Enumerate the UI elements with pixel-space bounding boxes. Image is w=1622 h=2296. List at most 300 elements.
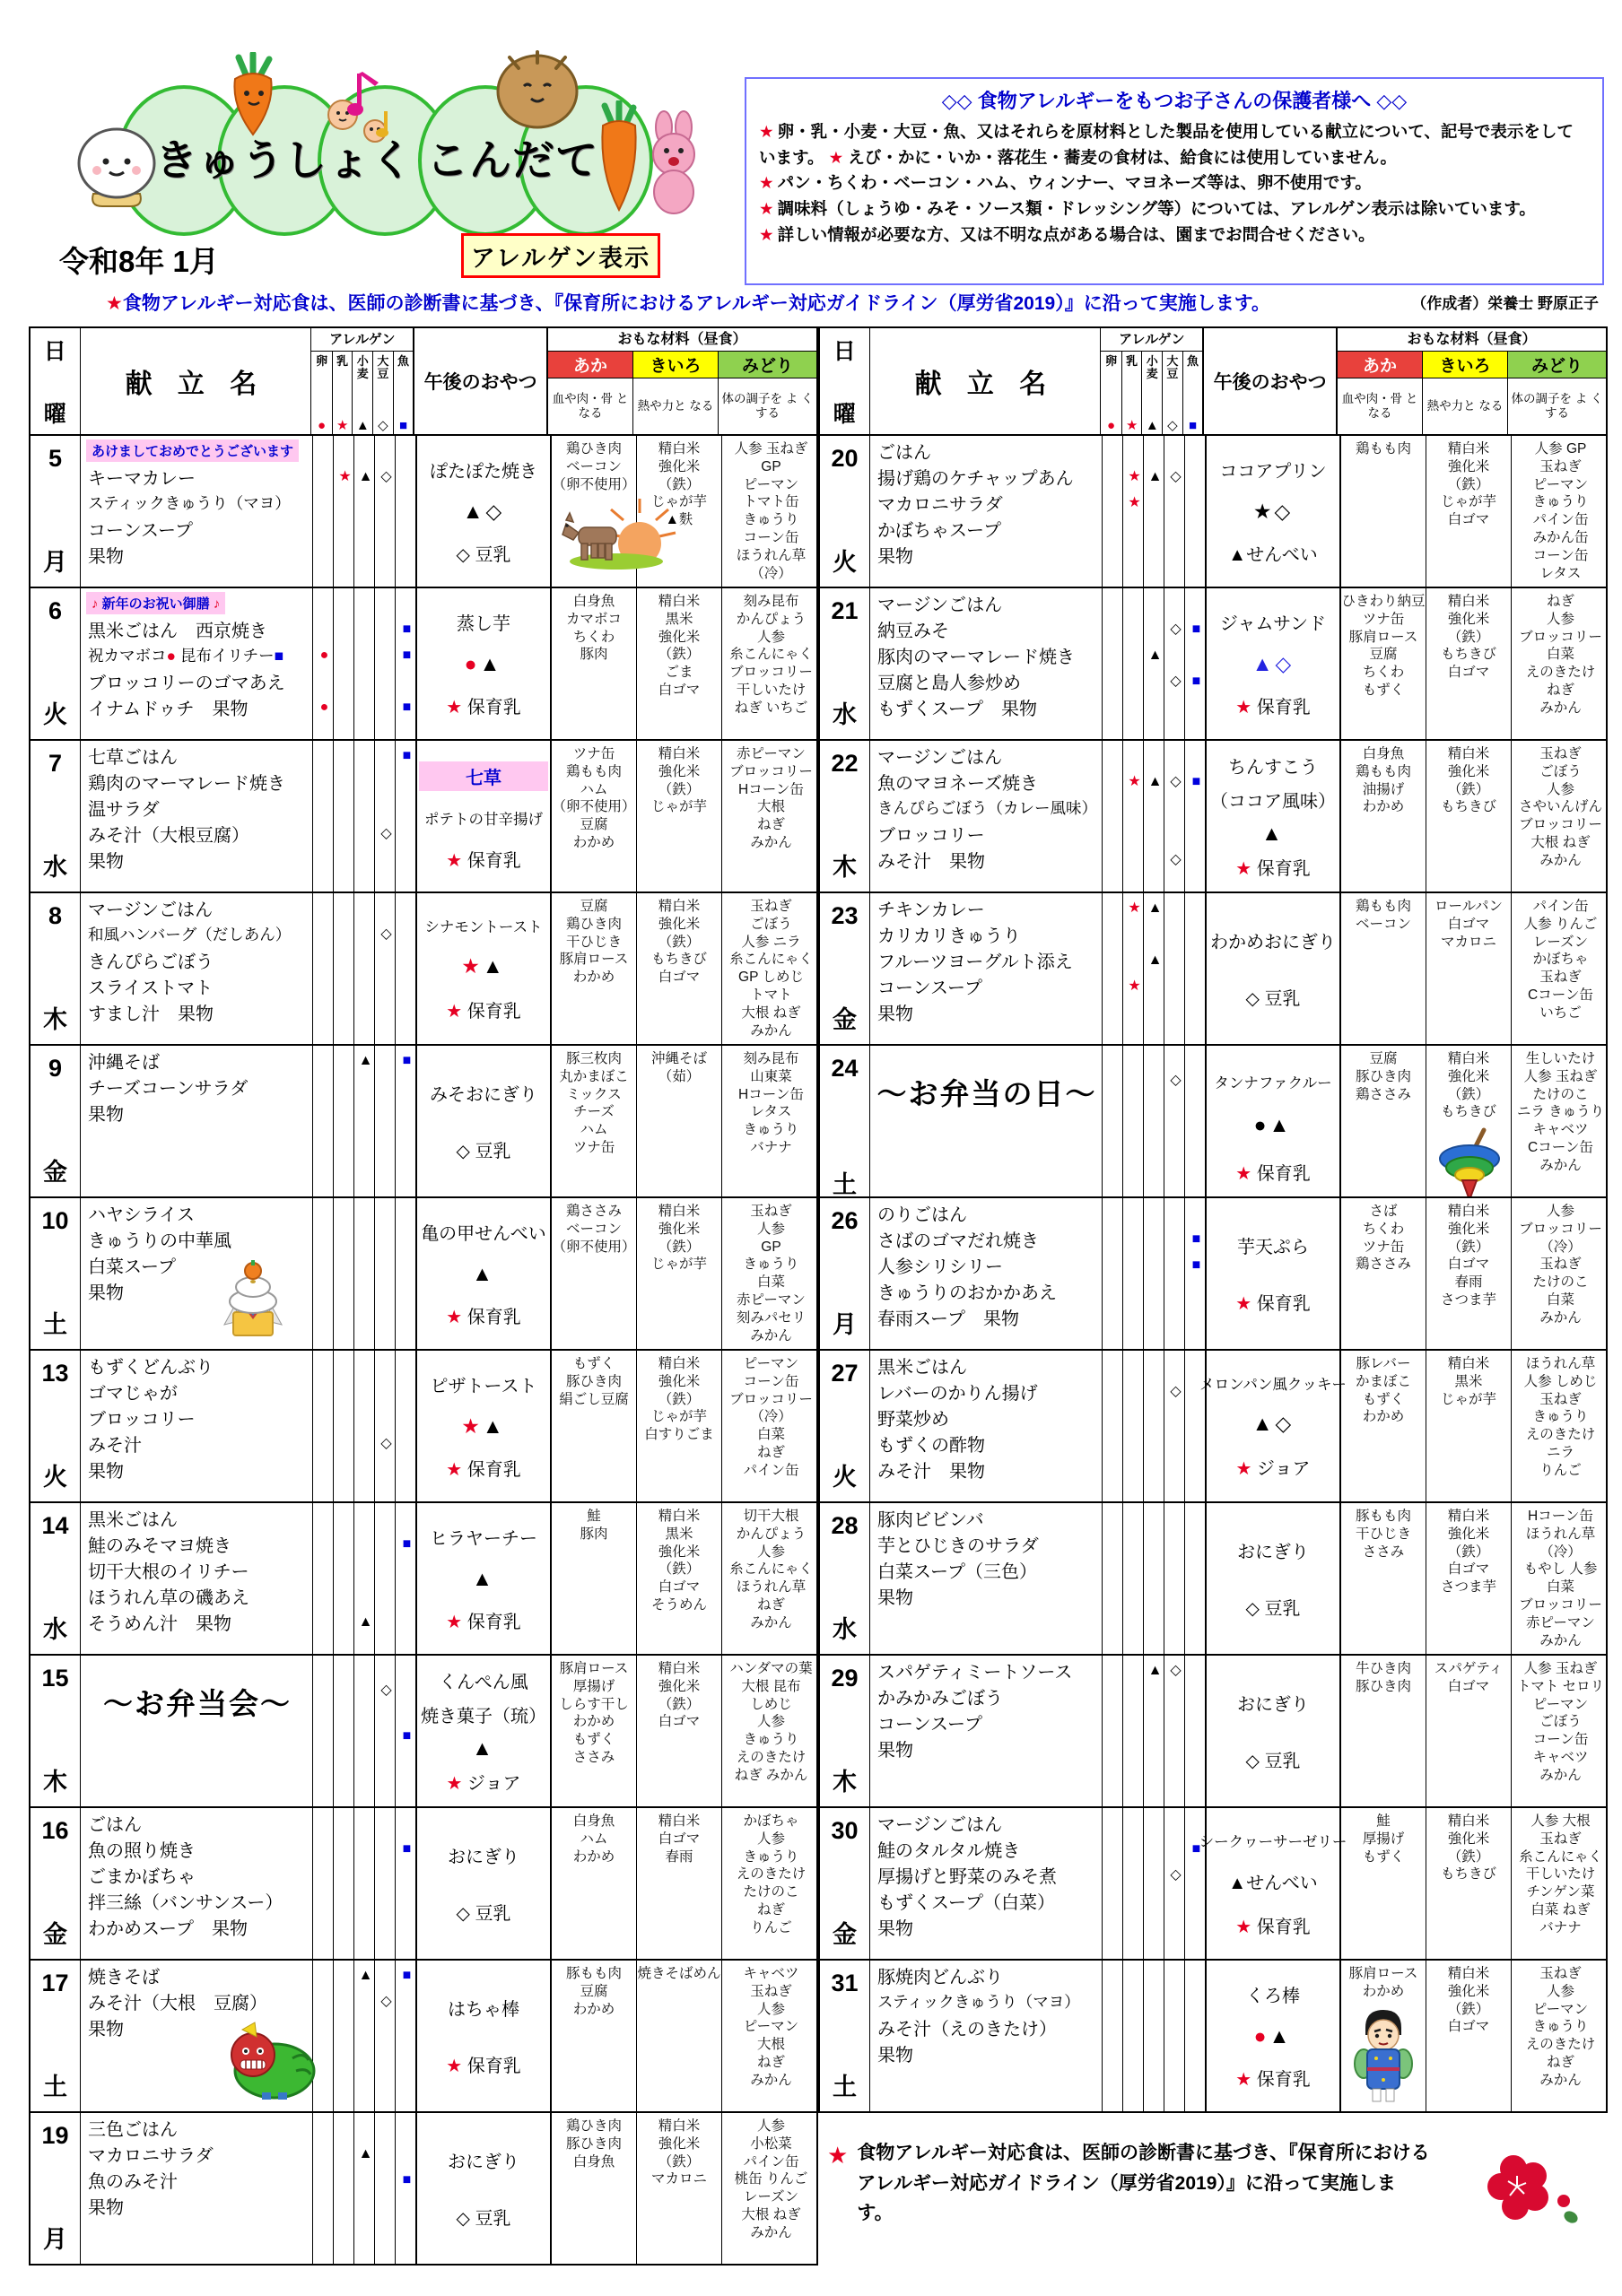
snack-line: ◇ 豆乳 — [456, 1142, 511, 1161]
ingredients-green: Hコーン缶 ほうれん草 （冷） もやし 人参 白菜 ブロッコリー 赤ピーマン みかん — [1519, 1509, 1602, 1648]
ingredients-green: ハンダマの葉 大根 昆布 しめじ 人参 きゅうり えのきたけ ねぎ みかん — [729, 1661, 813, 1783]
allergen-mark-fish: ■ — [402, 647, 412, 663]
snack-line: ぽたぽた焼き — [430, 461, 537, 482]
menu-item: ごはん — [877, 443, 931, 463]
snack-line: ★▲ — [461, 954, 506, 978]
menu-item: チーズコーンサラダ — [88, 1079, 249, 1099]
header-afternoon-snack: 午後のおやつ — [414, 328, 548, 434]
menu-item: スパゲティミートソース — [877, 1663, 1073, 1683]
day-number: 29 — [831, 1665, 859, 1692]
day-cell — [31, 2113, 81, 2264]
menu-item: 豚焼肉どんぶり — [877, 1968, 1003, 1987]
allergen-mark-soy: ◇ — [380, 1682, 392, 1698]
ingredients-red: 鶏もも肉 ベーコン — [1341, 893, 1426, 1044]
page-title: きゅうしょく こんだて — [154, 136, 599, 184]
ingredients-red: ひきわり納豆 ツナ缶 豚肩ロース 豆腐 ちくわ もずく — [1341, 588, 1426, 739]
allergen-mark-fish: ■ — [1191, 773, 1201, 789]
menu-and-allergen-cell — [81, 893, 417, 1044]
ingredients-red: 豆腐 豚ひき肉 鶏ささみ — [1341, 1046, 1426, 1196]
menu-and-allergen-cell — [870, 1046, 1207, 1196]
snack-line: ★ 保育乳 — [1235, 1294, 1311, 1314]
allergen-grid — [312, 436, 415, 587]
menu-day-row — [820, 1349, 1606, 1501]
snack-line: ★ 保育乳 — [446, 850, 521, 871]
day-cell — [31, 588, 81, 739]
allergen-mark-milk: ★ — [1128, 494, 1141, 510]
menu-item: 鶏肉のマーマレード焼き — [88, 774, 285, 794]
menu-and-allergen-cell — [81, 588, 417, 739]
table-column-left — [29, 326, 818, 2266]
allergen-column-milk: 乳 ★ — [332, 352, 353, 434]
ingredients-yellow: 精白米 黒米 強化米 （鉄） 白ゴマ そうめん — [637, 1503, 722, 1654]
ingredients-red: 豚レバー かまぼこ もずく わかめ — [1341, 1351, 1426, 1501]
menu-item: 魚の照り焼き — [88, 1841, 196, 1861]
menu-and-allergen-cell — [870, 1808, 1207, 1959]
table-header — [31, 328, 816, 434]
snack-line: ★ ジョア — [1235, 1459, 1311, 1479]
day-number: 6 — [48, 597, 63, 624]
snack-line: ▲せんべい — [1228, 545, 1318, 566]
header-group-desc-yellow: 熱や力と なる — [633, 378, 719, 434]
day-cell — [820, 893, 870, 1044]
samurai-doll-illustration — [1351, 2005, 1416, 2110]
menu-item: きんぴらごぼう — [88, 952, 214, 972]
weekday: 水 — [43, 854, 67, 881]
allergen-mark-wheat: ▲ — [1147, 647, 1163, 663]
allergen-mark-soy: ◇ — [1170, 851, 1182, 867]
menu-banner: あけましておめでとうございます — [86, 439, 299, 462]
menu-item: 果物 — [877, 1004, 913, 1024]
ingredients-green: 生しいたけ 人参 玉ねぎ たけのこ ニラ きゅうり キャベツ Cコーン缶 みかん — [1516, 1051, 1605, 1173]
weekday: 水 — [833, 701, 857, 728]
menu-item: かぼちゃスープ — [877, 521, 1001, 541]
menu-day-row — [31, 587, 816, 739]
menu-item: 野菜炒め — [877, 1410, 949, 1430]
weekday: 火 — [43, 701, 67, 728]
header-group-desc-yellow: 熱や力と なる — [1423, 378, 1508, 434]
menu-item: ブロッコリー — [88, 1410, 196, 1430]
menu-item: 拌三絲（バンサンスー） — [88, 1893, 283, 1913]
ingredients-yellow: スパゲティ 白ゴマ — [1426, 1656, 1512, 1806]
menu-item: もずくスープ（白菜） — [877, 1893, 1055, 1913]
day-number: 22 — [831, 750, 859, 777]
ingredients-yellow: 精白米 黒米 じゃが芋 — [1426, 1351, 1512, 1501]
menu-day-row — [820, 1806, 1606, 1959]
weekday: 土 — [833, 2074, 857, 2100]
menu-item: 焼きそば — [88, 1968, 160, 1987]
snack-cell — [417, 1808, 552, 1959]
menu-item: 白菜スープ（三色） — [877, 1562, 1037, 1582]
menu-item: のりごはん — [877, 1205, 967, 1225]
ingredients-green: 切干大根 かんぴょう 人参 糸こんにゃく ほうれん草 ねぎ みかん — [729, 1509, 813, 1631]
allergen-grid — [312, 2113, 415, 2264]
menu-item: 黒米ごはん 西京焼き — [88, 622, 267, 641]
snack-line: 焼き菓子（琉） — [421, 1707, 546, 1727]
menu-day-row — [31, 2111, 816, 2264]
ingredients-green: 人参 ブロッコリー （冷） 玉ねぎ たけのこ 白菜 みかん — [1519, 1204, 1602, 1326]
note-star-icon: ★ — [827, 2142, 849, 2169]
menu-item: コーンスープ — [88, 521, 193, 541]
allergen-mark-fish: ■ — [1191, 1840, 1201, 1857]
menu-item: 揚げ鶏のケチャップあん — [877, 469, 1074, 489]
snack-cell — [417, 741, 552, 891]
ingredients-red: 白身魚 ハム わかめ — [552, 1808, 637, 1959]
menu-and-allergen-cell — [870, 588, 1207, 739]
day-cell — [820, 741, 870, 891]
allergen-mark-soy: ◇ — [380, 825, 392, 841]
allergen-mark-fish: ■ — [1191, 1231, 1201, 1247]
allergen-mark-fish: ■ — [402, 1727, 412, 1744]
menu-item: 切干大根のイリチー — [88, 1562, 249, 1582]
weekday: 木 — [43, 1006, 67, 1033]
ingredients-green: かぼちゃ 人参 きゅうり えのきたけ たけのこ ねぎ りんご — [736, 1813, 807, 1935]
day-number: 16 — [41, 1817, 69, 1844]
header-menu-name: 献 立 名 — [870, 328, 1102, 434]
day-cell — [31, 741, 81, 891]
menu-item: 魚のマヨネーズ焼き — [877, 774, 1038, 794]
snack-line: おにぎり — [448, 2152, 519, 2172]
menu-item: スライストマト — [88, 978, 214, 998]
snack-line: 芋天ぷら — [1237, 1238, 1309, 1257]
menu-item: 祝カマボコ● 昆布イリチー■ — [88, 647, 284, 665]
menu-item: ～お弁当会～ — [103, 1687, 292, 1720]
menu-item: コーンスープ — [877, 1715, 982, 1735]
menu-item: 豚肉ビビンバ — [877, 1510, 984, 1530]
menu-and-allergen-cell — [870, 893, 1207, 1044]
menu-item: チキンカレー — [877, 900, 985, 920]
snack-line: ピザトースト — [430, 1376, 537, 1396]
shisa-illustration — [215, 2019, 319, 2106]
ingredients-green: 赤ピーマン ブロッコリー Hコーン缶 大根 ねぎ みかん — [729, 746, 813, 851]
menu-and-allergen-cell — [81, 1808, 417, 1959]
day-cell — [820, 588, 870, 739]
snack-line: ★ ジョア — [446, 1773, 521, 1794]
snack-cell — [417, 1351, 552, 1501]
spinning-top-illustration — [1426, 1125, 1513, 1196]
parent-notice-box — [745, 77, 1604, 285]
snack-line: ▲◇ — [1251, 651, 1295, 675]
snack-cell — [1207, 1503, 1341, 1654]
ingredients-red: 白身魚 鶏もも肉 油揚げ わかめ — [1341, 741, 1426, 891]
snack-cell — [1207, 588, 1341, 739]
notice-line: ★ 調味料（しょうゆ・みそ・ソース類・ドレッシング等）については、アレルゲン表示は除いています。 — [759, 199, 1536, 219]
menu-item: 果物 — [877, 1741, 913, 1761]
ingredients-red: ツナ缶 鶏もも肉 ハム （卵不使用） 豆腐 わかめ — [552, 741, 637, 891]
snack-line: 蒸し芋 — [457, 613, 510, 634]
menu-item: 白菜スープ — [88, 1257, 176, 1277]
snack-cell — [417, 893, 552, 1044]
day-cell — [31, 1961, 81, 2111]
menu-day-row — [31, 1196, 816, 1349]
header-group-desc-green: 体の調子を よ くする — [721, 391, 814, 420]
menu-and-allergen-cell — [81, 1656, 417, 1806]
menu-item: 人参シリシリー — [877, 1257, 1003, 1277]
menu-item: スティックきゅうり（マヨ） — [88, 494, 291, 512]
notice-lines — [759, 119, 1590, 248]
ingredients-green: 玉ねぎ ごぼう 人参 ニラ 糸こんにゃく GP しめじ トマト 大根 ねぎ みかん — [729, 899, 813, 1039]
snack-line: ★ 保育乳 — [1235, 1917, 1311, 1937]
table-header — [820, 328, 1606, 434]
allergen-mark-soy: ◇ — [1170, 621, 1182, 637]
snack-line: ▲ — [472, 1735, 495, 1760]
snack-line: ★ 保育乳 — [1235, 1163, 1311, 1184]
snack-line: ★ 保育乳 — [446, 698, 521, 718]
day-number: 24 — [831, 1055, 859, 1082]
ingredients-green: ピーマン コーン缶 ブロッコリー （冷） 白菜 ねぎ パイン缶 — [729, 1356, 813, 1478]
day-number: 7 — [48, 750, 63, 777]
day-cell — [31, 436, 81, 587]
menu-day-row — [31, 1349, 816, 1501]
allergen-grid — [312, 588, 415, 739]
menu-day-row — [31, 891, 816, 1044]
ingredients-green: 人参 GP 玉ねぎ ピーマン きゅうり パイン缶 みかん缶 コーン缶 レタス — [1532, 441, 1589, 581]
allergen-grid — [312, 1351, 415, 1501]
snack-cell — [1207, 1198, 1341, 1349]
ingredients-green: 人参 玉ねぎ GP ピーマン トマト缶 きゅうり コーン缶 ほうれん草 （冷） — [734, 441, 808, 581]
menu-item: 納豆みそ — [877, 622, 949, 641]
weekday: 金 — [833, 1921, 857, 1948]
menu-item: みそ汁（大根豆腐） — [88, 826, 249, 846]
snack-line: くろ棒 — [1246, 1986, 1300, 2006]
day-number: 27 — [831, 1360, 859, 1387]
header-group-green: みどり — [719, 352, 816, 378]
day-number: 20 — [831, 445, 859, 472]
header-menu-name: 献 立 名 — [81, 328, 312, 434]
note-text: 食物アレルギー対応食は、医師の診断書に基づき、『保育所におけるアレルギー対応ガイドライン（厚労省2019）』に沿って実施します。 — [857, 2143, 1430, 2224]
ingredients-yellow: 精白米 黒米 強化米 （鉄） ごま 白ゴマ — [637, 588, 722, 739]
menu-item: もずくの酢物 — [877, 1436, 985, 1456]
ingredients-yellow: 焼きそばめん — [637, 1961, 722, 2111]
allergen-column-soy: 大 豆 ◇ — [1162, 352, 1182, 434]
menu-item: きゅうりの中華風 — [88, 1231, 231, 1251]
ingredients-green: 人参 小松菜 パイン缶 桃缶 りんご レーズン 大根 ねぎ みかん — [734, 2118, 808, 2240]
ingredients-yellow: 精白米 強化米 （鉄） じゃが芋 — [637, 1198, 722, 1349]
allergen-grid — [1102, 741, 1205, 891]
ingredients-red: 鮭 厚揚げ もずく — [1341, 1808, 1426, 1959]
menu-item: さばのゴマだれ焼き — [877, 1231, 1039, 1251]
snack-line: ●▲ — [1253, 2023, 1293, 2048]
allergen-mark-wheat: ▲ — [1147, 952, 1163, 968]
ingredients-yellow: 精白米 強化米 （鉄） じゃが芋 — [637, 741, 722, 891]
menu-item: みそ汁（えのきたけ） — [877, 2020, 1057, 2039]
allergen-display-box: アレルゲン表示 — [461, 233, 660, 278]
allergen-mark-fish: ■ — [402, 699, 412, 715]
menu-item: 温サラダ — [88, 800, 160, 820]
menu-day-row — [820, 1959, 1606, 2111]
weekday: 土 — [43, 1311, 67, 1338]
day-number: 13 — [41, 1360, 69, 1387]
table-column-right — [818, 326, 1608, 2266]
menu-day-row — [31, 1501, 816, 1654]
allergen-column-wheat: 小 麦 ▲ — [1141, 352, 1162, 434]
menu-day-row — [31, 739, 816, 891]
ingredients-red: 牛ひき肉 豚ひき肉 — [1341, 1656, 1426, 1806]
menu-item: 果物 — [88, 852, 124, 872]
allergen-mark-wheat: ▲ — [1147, 900, 1163, 916]
day-number: 17 — [41, 1970, 69, 1996]
allergen-grid — [312, 893, 415, 1044]
snack-line: ポテトの甘辛揚げ — [424, 812, 543, 828]
day-cell — [820, 1961, 870, 2111]
allergen-grid — [312, 1198, 415, 1349]
snack-line: おにぎり — [1237, 1695, 1309, 1715]
snack-line: ★ 保育乳 — [446, 2057, 521, 2076]
ingredients-green: キャベツ 玉ねぎ 人参 ピーマン 大根 ねぎ みかん — [743, 1966, 799, 2088]
allergen-mark-soy: ◇ — [380, 1993, 392, 2009]
menu-banner: ♪ 新年のお祝い御膳 ♪ — [86, 592, 225, 614]
allergen-mark-fish: ■ — [402, 2171, 412, 2187]
allergen-mark-fish: ■ — [402, 1967, 412, 1983]
weekday: 木 — [833, 854, 857, 881]
header-group-desc-red: 血や肉・骨 となる — [548, 378, 633, 434]
menu-item: かみかみごぼう — [877, 1689, 1003, 1709]
day-number: 15 — [41, 1665, 69, 1692]
allergen-column-fish: 魚 ■ — [1182, 352, 1203, 434]
menu-day-row — [820, 1044, 1606, 1196]
snack-line: ◇ 豆乳 — [456, 545, 511, 566]
allergen-mark-soy: ◇ — [1170, 1072, 1182, 1088]
allergen-mark-fish: ■ — [1191, 1257, 1201, 1273]
day-number: 8 — [48, 902, 63, 929]
weekday: 水 — [43, 1616, 67, 1643]
menu-day-row — [31, 1654, 816, 1806]
snack-line: ヒラヤーチー — [430, 1528, 537, 1549]
header-main-ingredients: おもな材料（昼食） あか きいろ みどり 血や肉・骨 となる 熱や力と なる 体の調子を よ くする — [1338, 328, 1606, 434]
menu-item: 黒米ごはん — [877, 1358, 967, 1378]
ingredients-red: 鶏ひき肉 ベーコン （卵不使用） — [552, 436, 637, 587]
allergen-mark-wheat: ▲ — [358, 1613, 373, 1630]
allergen-mark-wheat: ▲ — [358, 2145, 373, 2161]
weekday: 水 — [833, 1616, 857, 1643]
allergen-mark-milk: ★ — [1128, 468, 1141, 484]
allergen-mark-wheat: ▲ — [358, 1052, 373, 1068]
snack-cell — [417, 2113, 552, 2264]
weekday: 土 — [833, 1171, 857, 1196]
ingredients-yellow: 精白米 強化米 （鉄） もちきび — [1426, 1046, 1512, 1196]
ingredients-yellow: 精白米 強化米 （鉄） じゃが芋 白すりごま — [637, 1351, 722, 1501]
snack-line: ◇ 豆乳 — [1245, 1599, 1301, 1619]
allergen-grid — [1102, 1656, 1205, 1806]
ingredients-green: ねぎ 人参 ブロッコリー 白菜 えのきたけ ねぎ みかん — [1519, 594, 1602, 716]
day-cell — [31, 893, 81, 1044]
snack-line: わかめおにぎり — [1210, 933, 1336, 952]
menu-item: もずくスープ 果物 — [877, 700, 1037, 719]
menu-table-second-half — [818, 326, 1608, 2113]
ingredients-green: 刻み昆布 山東菜 Hコーン缶 レタス きゅうり バナナ — [738, 1051, 804, 1156]
menu-item: わかめスープ 果物 — [88, 1919, 248, 1939]
menu-and-allergen-cell — [81, 1961, 417, 2111]
notice-heading: ◇◇ 食物アレルギーをもつお子さんの保護者様へ ◇◇ — [941, 90, 1408, 112]
menu-and-allergen-cell — [81, 436, 417, 587]
ingredients-yellow: 沖縄そば （茹） — [637, 1046, 722, 1196]
menu-item: きゅうりのおかかあえ — [877, 1283, 1057, 1303]
ingredients-red: 豆腐 鶏ひき肉 干ひじき 豚肩ロース わかめ — [552, 893, 637, 1044]
guideline-text: ★食物アレルギー対応食は、医師の診断書に基づき、『保育所におけるアレルギー対応ガイドライン（厚労省2019）』に沿って実施します。 — [106, 293, 1271, 314]
header-group-desc-red: 血や肉・骨 となる — [1338, 378, 1423, 434]
day-cell — [820, 1351, 870, 1501]
snack-line: シナモントースト — [424, 919, 543, 935]
allergen-mark-wheat: ▲ — [1147, 773, 1163, 789]
allergen-mark-wheat: ▲ — [358, 1967, 373, 1983]
allergen-column-wheat: 小 麦 ▲ — [352, 352, 372, 434]
menu-item: 果物 — [877, 2046, 913, 2066]
snack-line: タンナファクルー — [1214, 1074, 1332, 1091]
menu-item: 黒米ごはん — [88, 1510, 178, 1530]
ingredients-red: 白身魚 カマボコ ちくわ 豚肉 — [552, 588, 637, 739]
menu-item: 鮭のみそマヨ焼き — [88, 1536, 231, 1556]
menu-item: ～お弁当の日～ — [876, 1077, 1097, 1110]
ingredients-yellow: 精白米 強化米 （鉄） もちきび — [1426, 1808, 1512, 1959]
weekday: 木 — [43, 1769, 67, 1796]
snack-line: みそおにぎり — [430, 1085, 537, 1105]
ingredients-yellow: 精白米 強化米 （鉄） 白ゴマ 春雨 さつま芋 — [1426, 1198, 1512, 1349]
weekday: 月 — [833, 1311, 857, 1338]
allergen-mark-fish: ■ — [402, 747, 412, 763]
snack-line: ▲ — [472, 1566, 495, 1590]
snack-cell — [417, 436, 552, 587]
allergen-grid — [1102, 1808, 1205, 1959]
allergen-column-fish: 魚 ■ — [393, 352, 414, 434]
menu-item: みそ汁（大根 豆腐） — [88, 1994, 267, 2013]
menu-item: マージンごはん — [877, 748, 1003, 768]
snack-cell — [1199, 1808, 1347, 1959]
menu-item: そうめん汁 果物 — [88, 1614, 231, 1634]
snack-line: ★ 保育乳 — [446, 1308, 521, 1328]
snack-line: ▲◇ — [1251, 1412, 1295, 1435]
menu-item: ブロッコリー — [877, 826, 985, 846]
menu-and-allergen-cell — [81, 1198, 417, 1349]
menu-and-allergen-cell — [870, 1351, 1207, 1501]
menu-item: 果物 — [88, 547, 124, 567]
allergen-grid — [1102, 1351, 1205, 1501]
menu-day-row — [820, 739, 1606, 891]
menu-day-row — [820, 434, 1606, 587]
menu-day-row — [31, 1044, 816, 1196]
menu-day-row — [820, 1654, 1606, 1806]
header-day-weekday: 日 曜 — [31, 328, 81, 434]
allergen-mark-milk: ★ — [1128, 773, 1141, 789]
snack-line: ★ 保育乳 — [1235, 858, 1311, 879]
weekday: 木 — [833, 1769, 857, 1796]
ingredients-red: もずく 豚ひき肉 絹ごし豆腐 — [552, 1351, 637, 1501]
snack-line: ★ 保育乳 — [446, 1002, 521, 1022]
snack-cell — [1199, 1351, 1347, 1501]
allergen-column-milk: 乳 ★ — [1121, 352, 1142, 434]
ingredients-yellow: 精白米 白ゴマ 春雨 — [637, 1808, 722, 1959]
menu-table-first-half — [29, 326, 818, 2266]
menu-item: コーンスープ — [877, 978, 982, 998]
menu-item: 厚揚げと野菜のみそ煮 — [877, 1867, 1057, 1887]
menu-and-allergen-cell — [870, 1656, 1207, 1806]
day-number: 19 — [41, 2122, 69, 2149]
snack-line: ▲せんべい — [1228, 1874, 1318, 1893]
ingredients-yellow: 精白米 強化米 （鉄） もちきび — [1426, 741, 1512, 891]
ingredients-red: 鶏ささみ ベーコン （卵不使用） — [552, 1198, 637, 1349]
snack-line: ◇ 豆乳 — [456, 1904, 511, 1924]
menu-item: ブロッコリーのゴマあえ — [88, 674, 285, 693]
header-group-yellow: きいろ — [633, 352, 719, 378]
day-cell — [31, 1808, 81, 1959]
allergen-mark-fish: ■ — [402, 1052, 412, 1068]
menu-and-allergen-cell — [81, 1351, 417, 1501]
day-cell — [820, 1808, 870, 1959]
allergen-mark-soy: ◇ — [1170, 468, 1182, 484]
snack-line: ★▲ — [461, 1413, 506, 1438]
menu-item: 果物 — [88, 2020, 124, 2039]
menu-item: 果物 — [88, 1105, 124, 1125]
kagami-mochi-illustration — [215, 1249, 291, 1344]
menu-item: 三色ごはん — [88, 2120, 178, 2140]
